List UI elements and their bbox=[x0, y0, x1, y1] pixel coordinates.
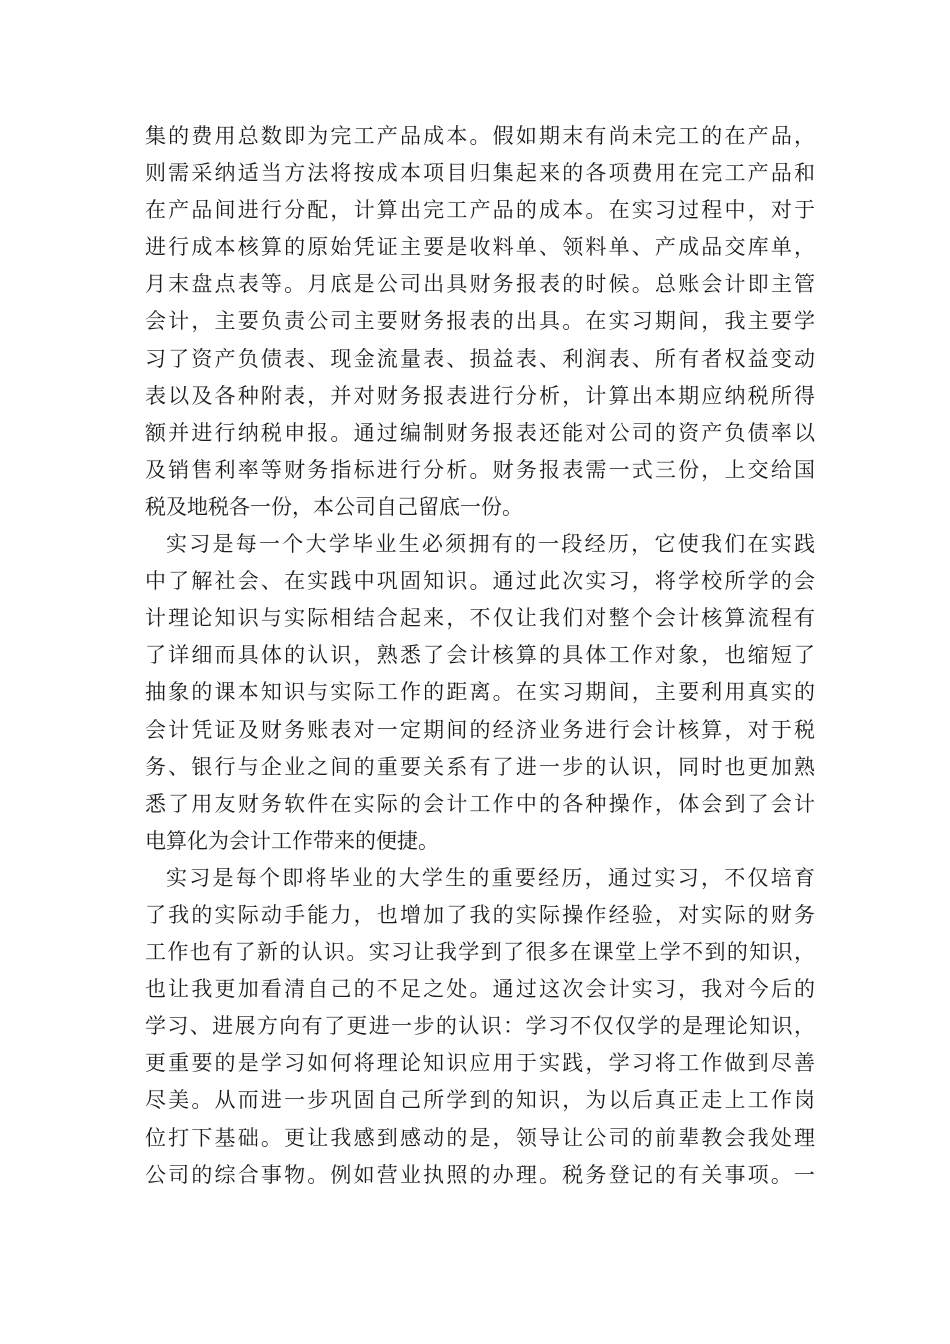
text-line: 习了资产负债表、现金流量表、损益表、利润表、所有者权益变动 bbox=[145, 346, 815, 371]
text-line: 表以及各种附表，并对财务报表进行分析，计算出本期应纳税所得 bbox=[145, 383, 815, 408]
text-line: 税及地税各一份，本公司自己留底一份。 bbox=[145, 494, 523, 519]
text-line: 学习、进展方向有了更进一步的认识：学习不仅仅学的是理论知识， bbox=[145, 1014, 815, 1039]
text-line: 及销售利率等财务指标进行分析。财务报表需一式三份，上交给国 bbox=[145, 457, 815, 482]
text-line: 电算化为会计工作带来的便捷。 bbox=[145, 828, 439, 853]
text-line: 会计，主要负责公司主要财务报表的出具。在实习期间，我主要学 bbox=[145, 309, 815, 334]
text-line: 务、银行与企业之间的重要关系有了进一步的认识，同时也更加熟 bbox=[145, 754, 815, 779]
text-line: 进行成本核算的原始凭证主要是收料单、领料单、产成品交库单， bbox=[145, 235, 815, 260]
text-line: 实习是每个即将毕业的大学生的重要经历，通过实习，不仅培育 bbox=[166, 865, 815, 890]
paragraph-3 bbox=[145, 860, 815, 1194]
text-line: 会计凭证及财务账表对一定期间的经济业务进行会计核算，对于税 bbox=[145, 717, 815, 742]
text-line: 中了解社会、在实践中巩固知识。通过此次实习，将学校所学的会 bbox=[145, 569, 815, 594]
text-line: 了详细而具体的认识，熟悉了会计核算的具体工作对象，也缩短了 bbox=[145, 643, 815, 668]
text-line: 抽象的课本知识与实际工作的距离。在实习期间，主要利用真实的 bbox=[145, 680, 815, 705]
text-line: 位打下基础。更让我感到感动的是，领导让公司的前辈教会我处理 bbox=[145, 1125, 815, 1150]
text-line: 计理论知识与实际相结合起来，不仅让我们对整个会计核算流程有 bbox=[145, 606, 815, 631]
text-line: 悉了用友财务软件在实际的会计工作中的各种操作，体会到了会计 bbox=[145, 791, 815, 816]
text-line: 更重要的是学习如何将理论知识应用于实践，学习将工作做到尽善 bbox=[145, 1051, 815, 1076]
text-line: 了我的实际动手能力，也增加了我的实际操作经验，对实际的财务 bbox=[145, 902, 815, 927]
paragraph-2 bbox=[145, 526, 815, 860]
paragraph-1 bbox=[145, 118, 815, 526]
text-line: 实习是每一个大学毕业生必须拥有的一段经历，它使我们在实践 bbox=[166, 532, 815, 557]
text-line: 尽美。从而进一步巩固自己所学到的知识，为以后真正走上工作岗 bbox=[145, 1088, 815, 1113]
text-line: 月末盘点表等。月底是公司出具财务报表的时候。总账会计即主管 bbox=[145, 272, 815, 297]
text-line: 则需采纳适当方法将按成本项目归集起来的各项费用在完工产品和 bbox=[145, 161, 815, 186]
text-line: 集的费用总数即为完工产品成本。假如期末有尚未完工的在产品， bbox=[145, 124, 815, 148]
text-line: 工作也有了新的认识。实习让我学到了很多在课堂上学不到的知识， bbox=[145, 940, 815, 965]
text-line: 公司的综合事物。例如营业执照的办理。税务登记的有关事项。一 bbox=[145, 1162, 815, 1187]
text-line: 额并进行纳税申报。通过编制财务报表还能对公司的资产负债率以 bbox=[145, 420, 815, 445]
text-line: 在产品间进行分配，计算出完工产品的成本。在实习过程中，对于 bbox=[145, 198, 815, 223]
text-line: 也让我更加看清自己的不足之处。通过这次会计实习，我对今后的 bbox=[145, 977, 815, 1002]
body-text bbox=[145, 118, 815, 1194]
